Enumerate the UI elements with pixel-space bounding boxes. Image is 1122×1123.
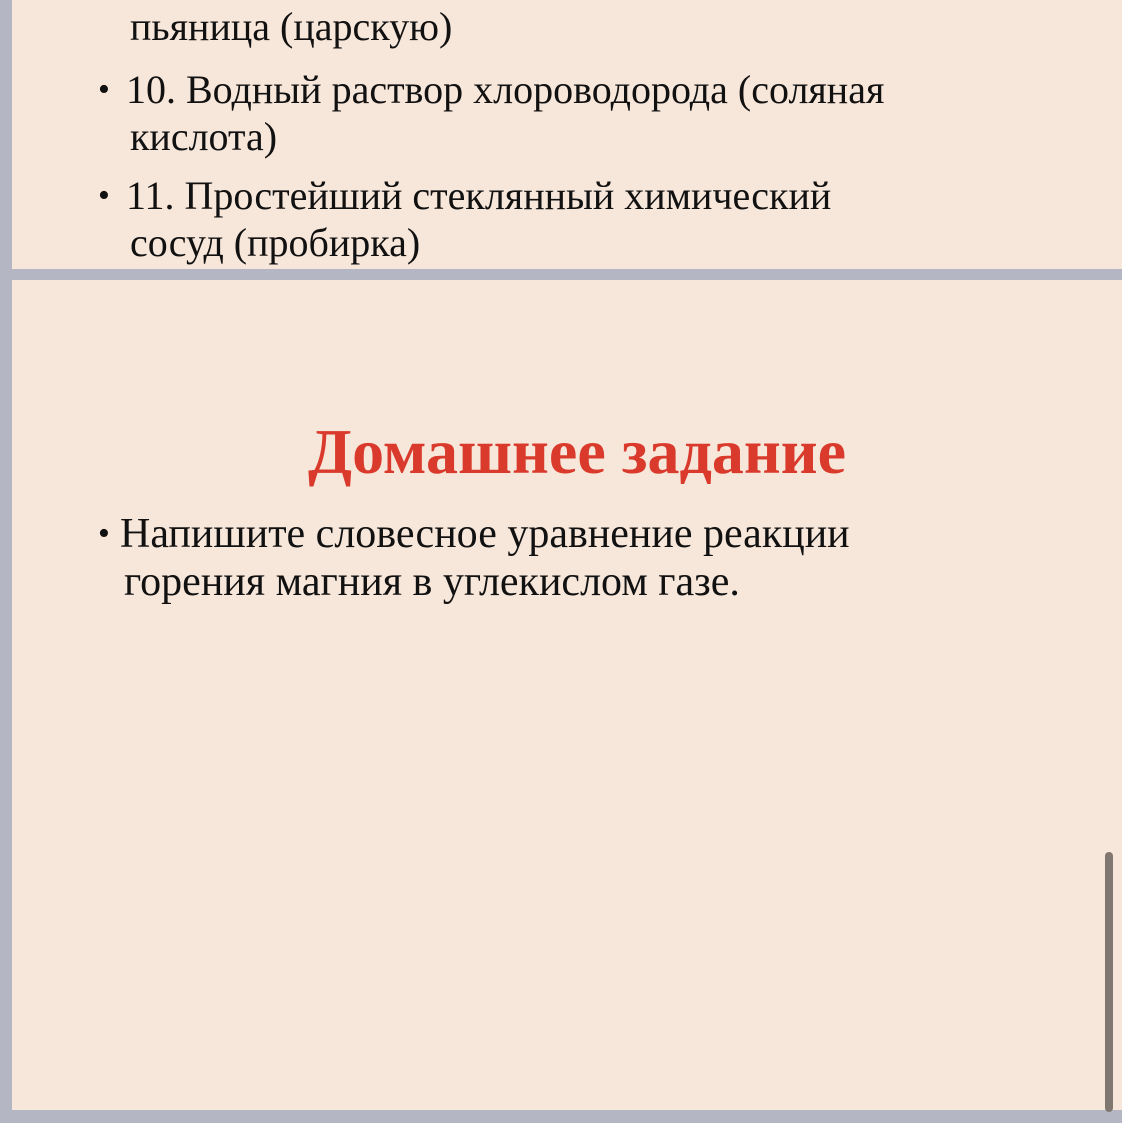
list-item-test-tube xyxy=(98,172,1026,266)
homework-task-line: горения магния в углекислом газе. xyxy=(124,559,740,605)
bullet-icon: • xyxy=(98,515,110,552)
list-item-continuation xyxy=(126,3,1026,50)
slide-title: Домашнее задание xyxy=(308,415,846,487)
homework-task xyxy=(98,510,1080,606)
bullet-icon: • xyxy=(98,71,110,108)
list-item-line: 10. Водный раствор хлороводорода (соляная xyxy=(126,67,885,112)
list-item-line: кислота) xyxy=(130,114,278,159)
homework-slide xyxy=(12,280,1122,1110)
list-item-line: сосуд (пробирка) xyxy=(130,220,421,265)
list-item-line: 11. Простейший стеклянный химический xyxy=(126,173,832,218)
previous-slide xyxy=(12,0,1122,269)
list-item-line: пьяница (царскую) xyxy=(130,4,453,49)
vertical-scrollbar-thumb[interactable] xyxy=(1105,852,1113,1112)
list-item-hydrochloric-acid xyxy=(98,66,1026,160)
homework-task-line: Напишите словесное уравнение реакции xyxy=(120,511,850,557)
bullet-icon: • xyxy=(98,177,110,214)
